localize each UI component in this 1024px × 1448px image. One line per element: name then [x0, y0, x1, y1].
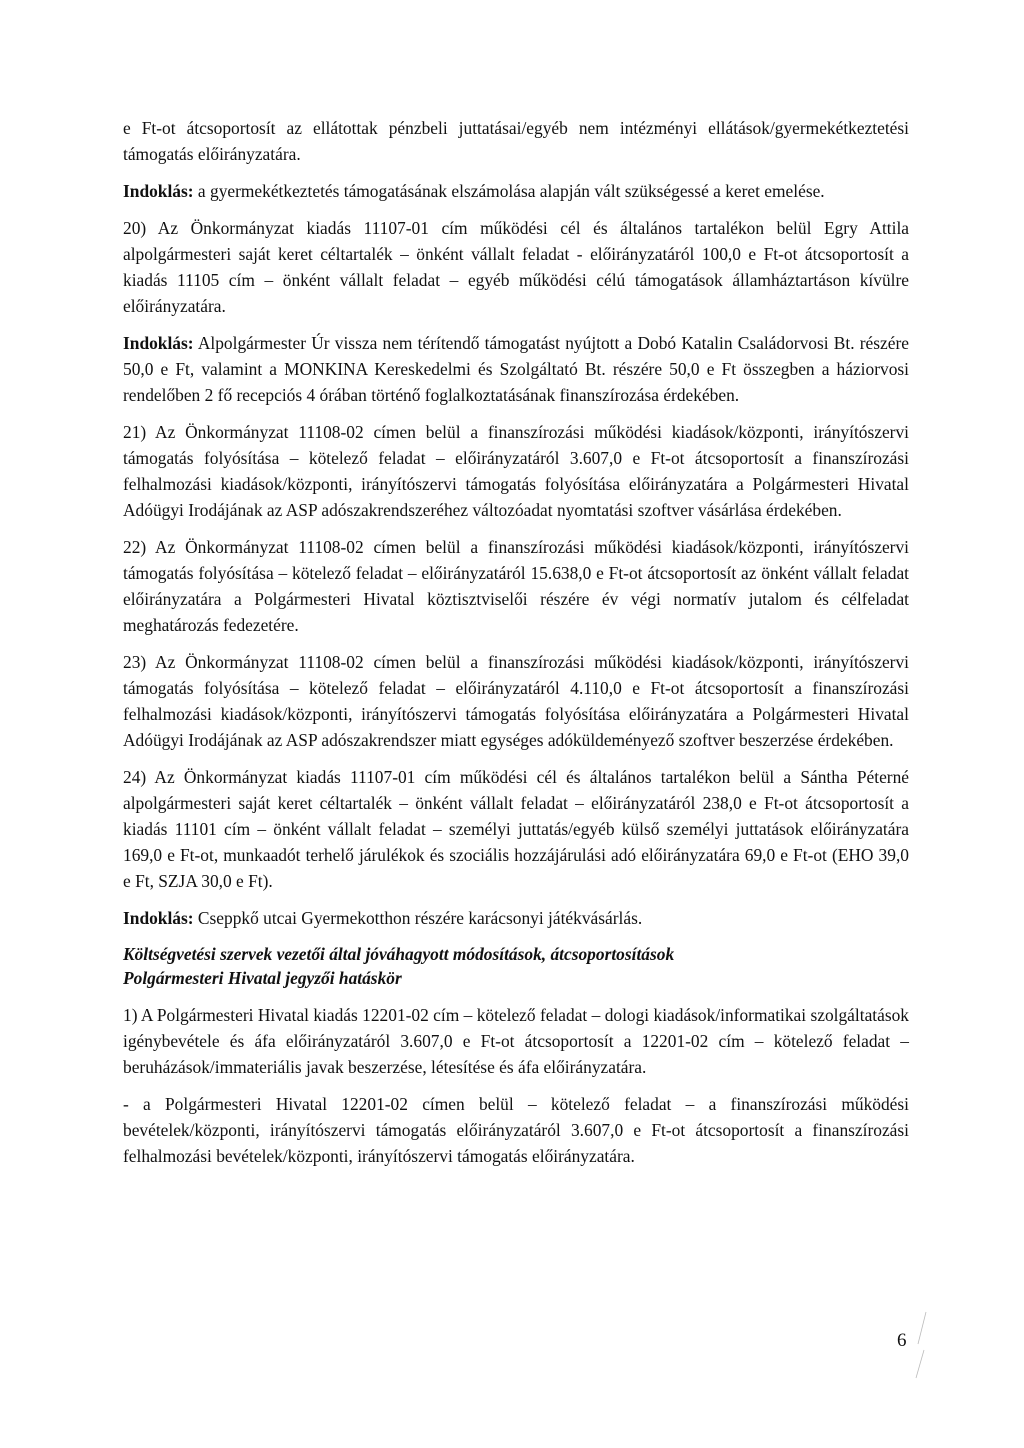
paragraph-item-23: [123, 649, 909, 753]
paragraph-text: Alpolgármester Úr vissza nem térítendő támogatást nyújtott a Dobó Katalin Családorvosi Bt. részére 50,0 e Ft, valamint a MONKINA Kereskedelmi és Szolgáltató Bt. részére 50,0 e Ft összegben a háziorvosi rendelőben 2 fő recepciós 4 órában történő foglalkoztatásának finanszírozása érdekében.: [123, 333, 909, 405]
paragraph-text: 23) Az Önkormányzat 11108-02 címen belül a finanszírozási működési kiadások/központi, irányítószervi támogatás folyósítása – kötelező feladat – előirányzatáról 4.110,0 e Ft-ot átcsoportosít a finanszírozási felhalmozási kiadások/központi, irányítószervi támogatás folyósítása előirányzatára a Polgármesteri Hivatal Adóügyi Irodájának az ASP adószakrendszer miatt egységes adóküldeményező szoftver beszerzése érdekében.: [123, 652, 909, 750]
paragraph-justification-20: [123, 330, 909, 408]
section-heading-line-2: Polgármesteri Hivatal jegyzői hatáskör: [123, 968, 402, 988]
paragraph-text: 20) Az Önkormányzat kiadás 11107-01 cím működési cél és általános tartalékon belül Egry Attila alpolgármesteri saját keret céltartalék – önként vállalt feladat - előirányzatáról 100,0 e Ft-ot átcsoportosít a kiadás 11105 cím – önként vállalt feladat – egyéb működési célú támogatások államháztartáson kívülre előirányzatára.: [123, 218, 909, 316]
paragraph-item-20: [123, 215, 909, 319]
paragraph-text: 21) Az Önkormányzat 11108-02 címen belül a finanszírozási működési kiadások/központi, irányítószervi támogatás folyósítása – kötelező feladat – előirányzatáról 3.607,0 e Ft-ot átcsoportosít a finanszírozási felhalmozási kiadások/központi, irányítószervi támogatás folyósítása előirányzatára a Polgármesteri Hivatal Adóügyi Irodájának az ASP adószakrendszeréhez változóadat nyomtatási szoftver vásárlása érdekében.: [123, 422, 909, 520]
paragraph-text: 24) Az Önkormányzat kiadás 11107-01 cím működési cél és általános tartalékon belül a Sántha Péterné alpolgármesteri saját keret céltartalék – önként vállalt feladat – előirányzatáról 238,0 e Ft-ot átcsoportosít a kiadás 11101 cím – önként vállalt feladat – személyi juttatás/egyéb külső személyi juttatások előirányzatára 169,0 e Ft-ot, munkaadót terhelő járulékok és szociális hozzájárulási adó előirányzatára 69,0 e Ft-ot (EHO 39,0 e Ft, SZJA 30,0 e Ft).: [123, 767, 909, 891]
paragraph-text: 1) A Polgármesteri Hivatal kiadás 12201-02 cím – kötelező feladat – dologi kiadások/informatikai szolgáltatások igénybevétele és áfa előirányzatáról 3.607,0 e Ft-ot átcsoportosít a 12201-02 cím – kötelező feladat – beruházások/immateriális javak beszerzése, létesítése és áfa előirányzatára.: [123, 1005, 909, 1077]
paragraph-text: - a Polgármesteri Hivatal 12201-02 címen belül – kötelező feladat – a finanszírozási működési bevételek/központi, irányítószervi támogatás előirányzatáról 3.607,0 e Ft-ot átcsoportosít a finanszírozási felhalmozási bevételek/központi, irányítószervi támogatás előirányzatára.: [123, 1094, 909, 1166]
paragraph-text: 22) Az Önkormányzat 11108-02 címen belül a finanszírozási működési kiadások/központi, irányítószervi támogatás folyósítása – kötelező feladat – előirányzatáról 15.638,0 e Ft-ot átcsoportosít az önként vállalt feladat előirányzatára a Polgármesteri Hivatal köztisztviselői részére év végi normatív jutalom és célfeladat meghatározás fedezetére.: [123, 537, 909, 635]
justification-label: Indoklás:: [123, 181, 194, 201]
scan-mark-icon: [912, 1310, 930, 1380]
paragraph-text: Cseppkő utcai Gyermekotthon részére karácsonyi játékvásárlás.: [193, 908, 643, 928]
justification-label: Indoklás:: [123, 908, 194, 928]
document-body: [123, 115, 909, 1180]
paragraph-justification-1: [123, 178, 909, 204]
justification-label: Indoklás:: [123, 333, 194, 353]
paragraph-justification-24: [123, 905, 909, 931]
paragraph-text: a gyermekétkeztetés támogatásának elszámolása alapján vált szükségessé a keret emelése.: [193, 181, 825, 201]
paragraph-text: e Ft-ot átcsoportosít az ellátottak pénzbeli juttatásai/egyéb nem intézményi ellátások/gyermekétkeztetési támogatás előirányzatára.: [123, 118, 909, 164]
paragraph-item-22: [123, 534, 909, 638]
page-number: 6: [897, 1330, 907, 1351]
section-heading: [123, 942, 909, 990]
section-paragraph-2: [123, 1091, 909, 1169]
paragraph-item-21: [123, 419, 909, 523]
section-paragraph-1: [123, 1002, 909, 1080]
paragraph-item-24: [123, 764, 909, 894]
section-heading-line-1: Költségvetési szervek vezetői által jóváhagyott módosítások, átcsoportosítások: [123, 944, 675, 964]
paragraph-intro-continuation: [123, 115, 909, 167]
